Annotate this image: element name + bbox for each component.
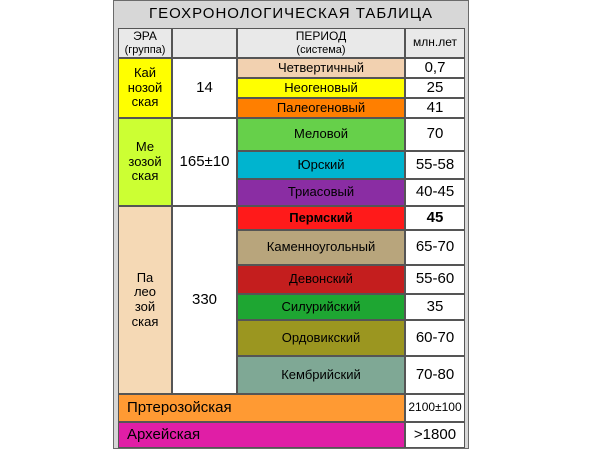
header-era	[118, 28, 172, 58]
eon-proterozoic-duration: 2100±100	[405, 394, 465, 422]
era-mesozoic-duration: 165±10	[172, 118, 237, 206]
era-cenozoic-line: ская	[131, 94, 159, 110]
header-era-label: ЭРА	[133, 29, 157, 44]
header-period	[237, 28, 405, 58]
period-duration: 65-70	[405, 230, 465, 265]
header-duration: млн.лет	[405, 28, 465, 58]
eon-archean-duration: >1800	[405, 422, 465, 448]
era-mesozoic-line: зозой	[128, 153, 162, 169]
period-duration: 35	[405, 294, 465, 320]
header-period-label: ПЕРИОД	[295, 29, 347, 44]
era-paleozoic-line: ская	[131, 313, 159, 329]
era-paleozoic-line: зой	[134, 299, 156, 314]
eon-archean: Архейская	[118, 422, 405, 448]
header-duration-blank	[172, 28, 237, 58]
era-paleozoic-duration: 330	[172, 206, 237, 394]
period-duration: 0,7	[405, 58, 465, 78]
era-mesozoic-line: ская	[131, 168, 159, 184]
period-duration: 55-58	[405, 151, 465, 179]
era-cenozoic-line: нозой	[127, 79, 163, 95]
geochronology-table	[113, 0, 469, 449]
header-period-sub: (система)	[296, 43, 346, 56]
period-name: Каменноугольный	[237, 230, 405, 265]
era-cenozoic	[118, 58, 172, 118]
period-name: Юрский	[237, 151, 405, 179]
period-name: Силурийский	[237, 294, 405, 320]
period-name: Кембрийский	[237, 356, 405, 394]
period-duration: 45	[405, 206, 465, 230]
period-duration: 41	[405, 98, 465, 118]
era-mesozoic	[118, 118, 172, 206]
era-paleozoic-line: Па	[136, 269, 154, 285]
era-cenozoic-duration: 14	[172, 58, 237, 118]
eon-proterozoic: Пртерозойская	[118, 394, 405, 422]
period-duration: 40-45	[405, 179, 465, 206]
period-duration: 55-60	[405, 265, 465, 294]
period-name: Неогеновый	[237, 78, 405, 98]
period-duration: 70-80	[405, 356, 465, 394]
era-cenozoic-line: Кай	[133, 65, 157, 81]
period-name: Меловой	[237, 118, 405, 151]
era-paleozoic	[118, 206, 172, 394]
period-duration: 60-70	[405, 320, 465, 356]
era-mesozoic-line: Ме	[135, 139, 155, 155]
header-era-sub: (группа)	[124, 43, 166, 56]
period-name: Палеогеновый	[237, 98, 405, 118]
period-name: Четвертичный	[237, 58, 405, 78]
period-name: Пермский	[237, 206, 405, 230]
period-name: Триасовый	[237, 179, 405, 206]
period-duration: 70	[405, 118, 465, 151]
period-duration: 25	[405, 78, 465, 98]
era-paleozoic-line: лео	[133, 284, 157, 300]
period-name: Ордовикский	[237, 320, 405, 356]
period-name: Девонский	[237, 265, 405, 294]
table-title: ГЕОХРОНОЛОГИЧЕСКАЯ ТАБЛИЦА	[148, 5, 434, 23]
